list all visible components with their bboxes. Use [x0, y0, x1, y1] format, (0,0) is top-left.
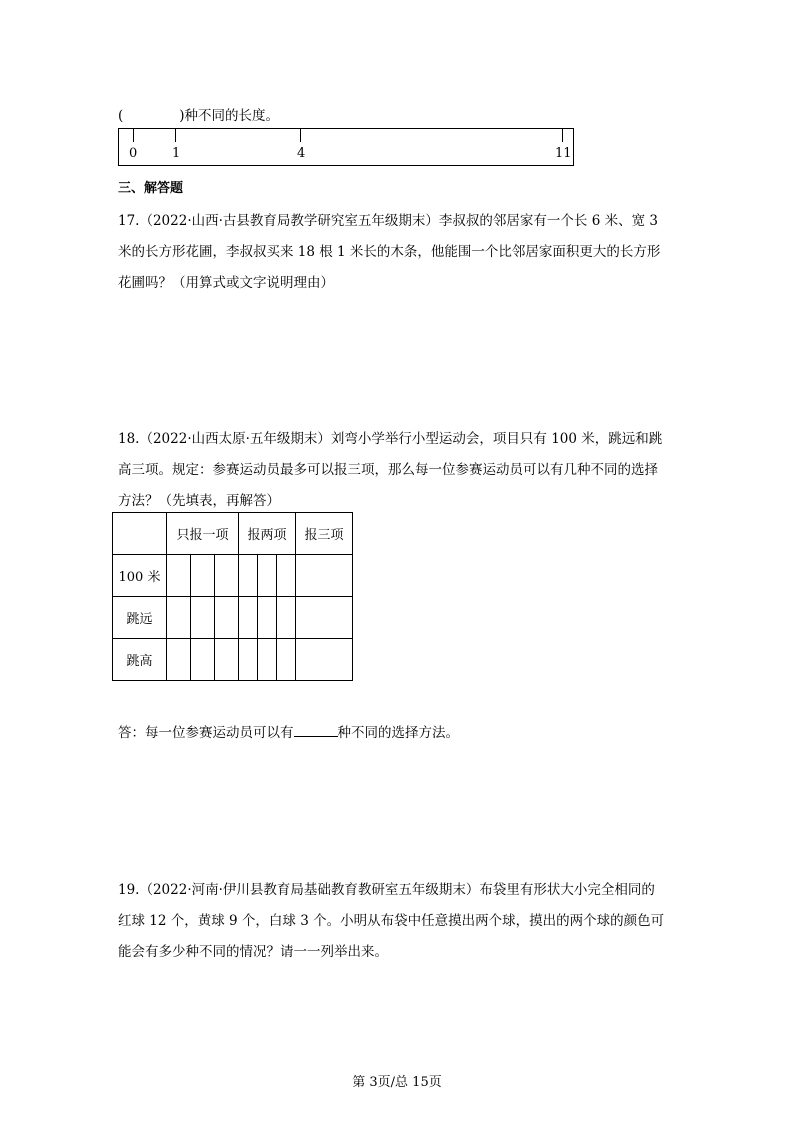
ruler-tick-4 [300, 129, 301, 142]
open-paren: ( [118, 108, 124, 124]
selection-table [112, 512, 353, 681]
table-cell[interactable] [215, 639, 239, 681]
row-label-100m: 100 米 [113, 555, 167, 597]
table-header-row [113, 513, 353, 555]
table-cell[interactable] [258, 555, 277, 597]
q19-line-2: 红球 12 个，黄球 9 个，白球 3 个。小明从布袋中任意摸出两个球，摸出的两个球的颜色可 [118, 913, 665, 929]
table-cell[interactable] [167, 555, 191, 597]
header-one-item: 只报一项 [167, 513, 239, 555]
q18-line-2: 高三项。规定：参赛运动员最多可以报三项，那么每一位参赛运动员可以有几种不同的选择 [118, 462, 658, 478]
table-cell[interactable] [296, 597, 353, 639]
table-row [113, 639, 353, 681]
ruler-label-0: 0 [129, 146, 138, 161]
row-label-long-jump: 跳远 [113, 597, 167, 639]
table-cell[interactable] [167, 639, 191, 681]
table-row [113, 597, 353, 639]
answer-prefix: 答：每一位参赛运动员可以有 [118, 725, 294, 741]
table-cell[interactable] [239, 555, 258, 597]
number-line-ruler [118, 128, 574, 166]
table-cell[interactable] [258, 597, 277, 639]
table-cell[interactable] [296, 639, 353, 681]
table-cell[interactable] [215, 597, 239, 639]
table-cell[interactable] [215, 555, 239, 597]
ruler-tick-1 [175, 129, 176, 142]
header-two-items: 报两项 [239, 513, 296, 555]
q17-line-3: 花圃吗？（用算式或文字说明理由） [118, 275, 334, 291]
ruler-label-11: 11 [555, 146, 572, 161]
page-footer: 第 3页/总 15页 [352, 1075, 442, 1090]
table-cell[interactable] [277, 597, 296, 639]
ruler-label-1: 1 [172, 146, 181, 161]
q18-answer-line [118, 721, 459, 741]
table-cell[interactable] [191, 555, 215, 597]
table-cell[interactable] [296, 555, 353, 597]
q19-line-3: 能会有多少种不同的情况？请一一列举出来。 [118, 944, 388, 960]
q18-line-1: 18.（2022·山西太原·五年级期末）刘弯小学举行小型运动会，项目只有 100 米，跳远和跳 [118, 431, 663, 447]
table-row [113, 555, 353, 597]
ruler-label-4: 4 [297, 146, 306, 161]
answer-blank[interactable] [294, 724, 338, 737]
table-cell[interactable] [239, 597, 258, 639]
table-cell[interactable] [167, 597, 191, 639]
answer-suffix: 种不同的选择方法。 [337, 725, 459, 741]
table-cell[interactable] [239, 639, 258, 681]
ruler-tick-0 [133, 129, 134, 142]
q17-line-1: 17.（2022·山西·古县教育局教学研究室五年级期末）李叔叔的邻居家有一个长 6 米、宽 3 [118, 213, 658, 229]
table-cell[interactable] [277, 555, 296, 597]
header-three-items: 报三项 [296, 513, 353, 555]
table-cell[interactable] [191, 639, 215, 681]
q16-answer-line [118, 104, 279, 124]
q19-line-1: 19.（2022·河南·伊川县教育局基础教育教研室五年级期末）布袋里有形状大小完全相同的 [118, 882, 655, 898]
ruler-tick-11 [562, 129, 563, 142]
q18-line-3: 方法？（先填表，再解答） [118, 493, 280, 509]
q16-tail-text: )种不同的长度。 [179, 108, 280, 124]
table-corner-cell [113, 513, 167, 555]
section-heading: 三、解答题 [118, 181, 184, 196]
table-cell[interactable] [258, 639, 277, 681]
table-cell[interactable] [277, 639, 296, 681]
row-label-high-jump: 跳高 [113, 639, 167, 681]
table-cell[interactable] [191, 597, 215, 639]
q17-line-2: 米的长方形花圃，李叔叔买来 18 根 1 米长的木条，他能围一个比邻居家面积更大的长方形 [118, 244, 661, 260]
